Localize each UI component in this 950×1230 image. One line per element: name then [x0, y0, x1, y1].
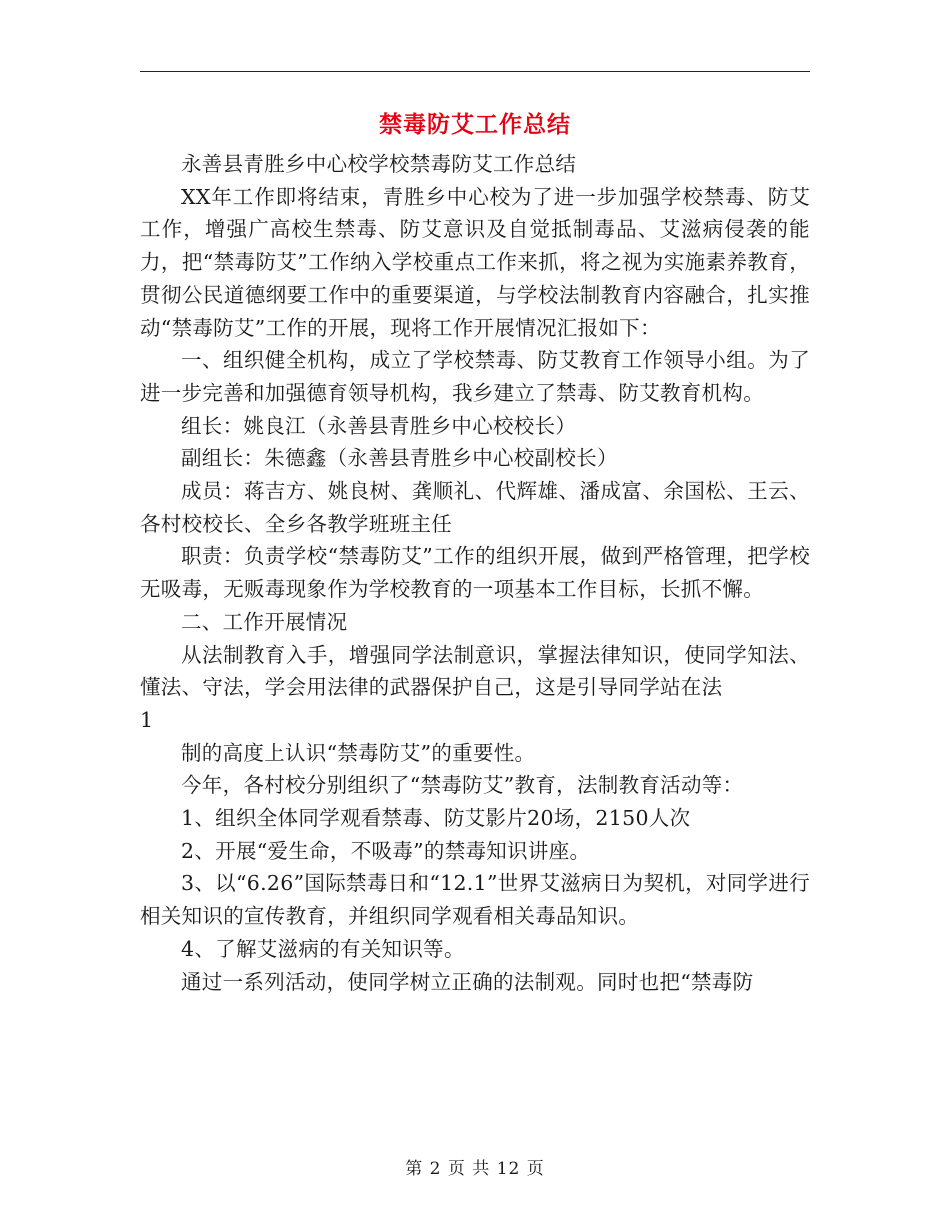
document-title: 禁毒防艾工作总结: [379, 112, 571, 138]
list-item-3: 3、以“6.26”国际禁毒日和“12.1”世界艾滋病日为契机，对同学进行相关知识的宣传教育，并组织同学观看相关毒品知识。: [140, 871, 810, 929]
paragraph-subtitle: 永善县青胜乡中心校学校禁毒防艾工作总结: [181, 152, 577, 176]
paragraph-continuation: 制的高度上认识“禁毒防艾”的重要性。: [181, 740, 536, 765]
page-footer: 第 2 页 共 12 页: [405, 1159, 545, 1179]
paragraph-vice-leader: 副组长：朱德鑫（永善县青胜乡中心校副校长）: [181, 446, 618, 471]
paragraph-legal-education: 从法制教育入手，增强同学法制意识，掌握法律知识，使同学知法、懂法、守法，学会用法律的武器保护自己，这是引导同学站在法: [140, 642, 810, 700]
list-item-2: 2、开展“爱生命，不吸毒”的禁毒知识讲座。: [181, 838, 591, 863]
document-body: [140, 148, 810, 998]
paragraph-intro: XX年工作即将结束，青胜乡中心校为了进一步加强学校禁毒、防艾工作，增强广高校生禁毒、防艾意识及自觉抵制毒品、艾滋病侵袭的能力，把“禁毒防艾”工作纳入学校重点工作来抓，将之视为实施素养教育，贯彻公民道德纲要工作中的重要渠道，与学校法制教育内容融合，扎实推动“禁毒防艾”工作的开展，现将工作开展情况汇报如下：: [140, 184, 810, 340]
paragraph-members: 成员：蒋吉方、姚良树、龚顺礼、代辉雄、潘成富、余国松、王云、各村校校长、全乡各教学班班主任: [140, 479, 810, 536]
paragraph-duties: 职责：负责学校“禁毒防艾”工作的组织开展，做到严格管理，把学校无吸毒，无贩毒现象作为学校教育的一项基本工作目标，长抓不懈。: [140, 544, 810, 602]
paragraph-section-2: 二、工作开展情况: [181, 609, 348, 634]
paragraph-leader: 组长：姚良江（永善县青胜乡中心校校长）: [181, 413, 577, 438]
paragraph-closing: 通过一系列活动，使同学树立正确的法制观。同时也把“禁毒防: [181, 969, 754, 994]
paragraph-activities: 今年，各村校分别组织了“禁毒防艾”教育，法制教育活动等：: [181, 773, 744, 798]
header-rule: [140, 71, 810, 72]
stray-page-number: 1: [140, 707, 154, 732]
list-item-1: 1、组织全体同学观看禁毒、防艾影片20场，2150人次: [181, 806, 691, 831]
list-item-4: 4、了解艾滋病的有关知识等。: [181, 936, 465, 961]
paragraph-section-1: 一、组织健全机构，成立了学校禁毒、防艾教育工作领导小组。为了进一步完善和加强德育领导机构，我乡建立了禁毒、防艾教育机构。: [140, 348, 810, 405]
